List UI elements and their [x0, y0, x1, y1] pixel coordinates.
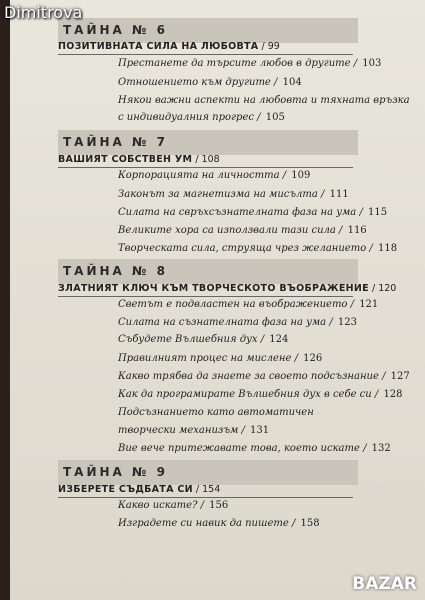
toc-item: Светът е подвластен на въображението / 121	[118, 299, 379, 310]
toc-item: Престанете да търсите любов в другите / 103	[118, 58, 382, 69]
bazar-logo: BAZAR	[352, 574, 417, 594]
toc-item: Изградете си навик да пишете / 158	[118, 518, 320, 529]
toc-item: Какво искате? / 156	[118, 500, 229, 511]
toc-item: Някои важни аспекти на любовта и тяхната връзка	[118, 95, 410, 106]
chapter-heading	[58, 283, 397, 297]
chapter-title: ИЗБЕРЕТЕ СЪДБАТА СИ	[58, 484, 193, 495]
chapter-heading: ВАШИЯТ СОБСТВЕН УМ / 108	[58, 154, 353, 168]
chapter-heading: ПОЗИТИВНАТА СИЛА НА ЛЮБОВТА / 99	[58, 41, 353, 55]
section-label: ТАЙНА № 7	[63, 135, 168, 149]
chapter-title: ЗЛАТНИЯТ КЛЮЧ КЪМ ТВОРЧЕСКОТО ВЪОБРАЖЕНИЕ	[58, 283, 369, 294]
toc-item: Отношението към другите / 104	[118, 77, 302, 88]
chapter-page: 99	[267, 41, 280, 52]
watermark: Dimitrova	[4, 3, 83, 22]
chapter-page: 154	[202, 484, 221, 495]
chapter-title: ПОЗИТИВНАТА СИЛА НА ЛЮБОВТА	[58, 41, 259, 52]
chapter-heading: ИЗБЕРЕТЕ СЪДБАТА СИ / 154	[58, 484, 353, 498]
toc-item: Вие вече притежавате това, което искате / 132	[118, 443, 391, 454]
toc-item: с индивидуалния прогрес / 105	[118, 112, 285, 123]
toc-item: Силата на свръхсъзнателната фаза на ума / 115	[118, 207, 388, 218]
toc-item: Корпорацията на личността / 109	[118, 170, 311, 181]
chapter-title: ВАШИЯТ СОБСТВЕН УМ	[58, 154, 193, 165]
toc-item: Законът за магнетизма на мисълта / 111	[118, 189, 349, 200]
toc-item: Как да програмирате Вълшебния дух в себе си / 128	[118, 389, 403, 400]
section-label: ТАЙНА № 9	[63, 465, 168, 479]
toc-item: Силата на съзнателната фаза на ума / 123	[118, 317, 357, 328]
section-label: ТАЙНА № 6	[63, 23, 168, 37]
chapter-page: 120	[378, 283, 397, 294]
toc-item: Творческата сила, струяща чрез желанието / 118	[118, 243, 398, 254]
section-label: ТАЙНА № 8	[63, 264, 168, 278]
chapter-page: 108	[201, 154, 220, 165]
toc-item: Събудете Вълшебния дух / 124	[118, 334, 289, 345]
toc-item: творчески механизъм / 131	[118, 425, 270, 436]
toc-item: Подсъзнанието като автоматичен	[118, 407, 314, 418]
toc-item: Правилният процес на мислене / 126	[118, 353, 323, 364]
toc-item: Великите хора са използвали тази сила / 116	[118, 225, 367, 236]
toc-item: Какво трябва да знаете за своето подсъзнание / 127	[118, 371, 410, 382]
